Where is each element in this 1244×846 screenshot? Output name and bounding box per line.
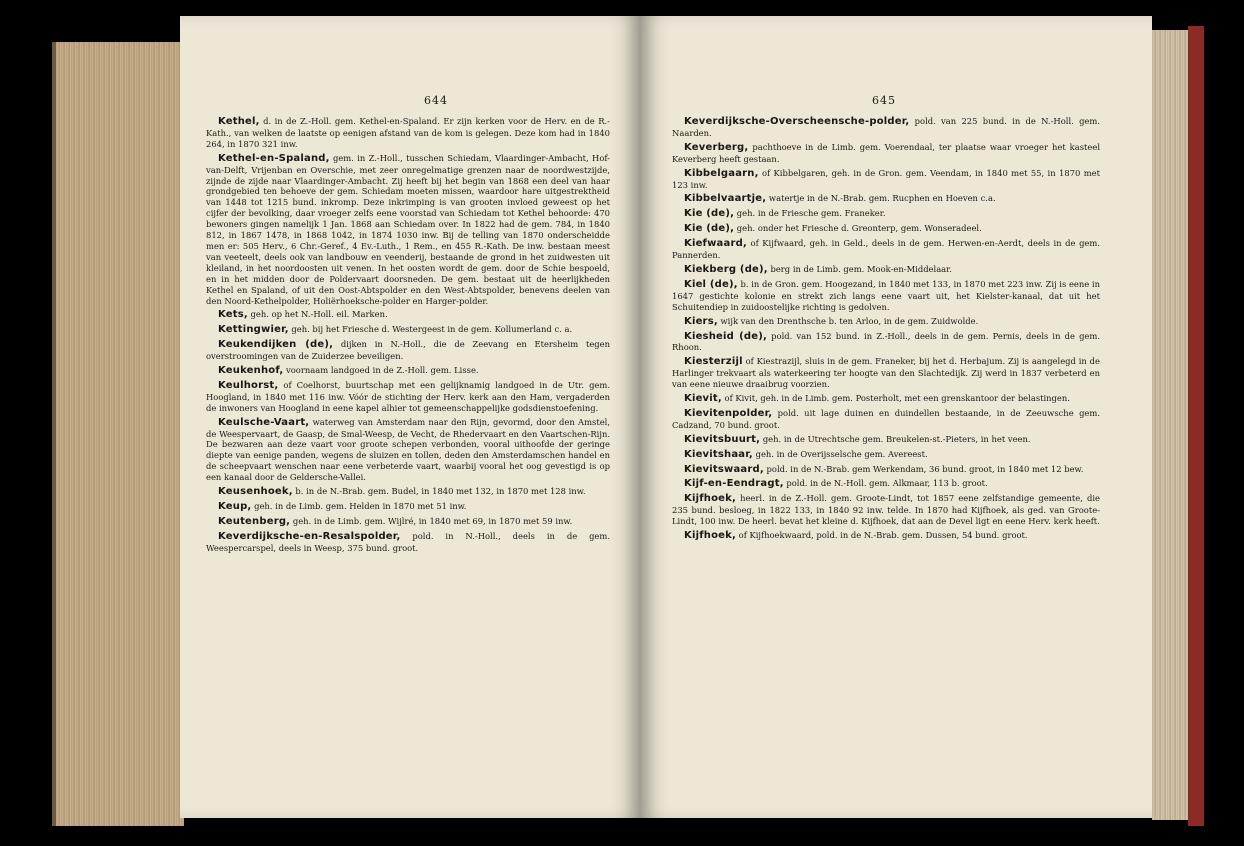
entry-text: pold. uit lage duinen en duindellen bestaande, in de Zeeuwsche gem. Cadzand, 70 bund. groot.: [672, 407, 1100, 430]
entry-headword: Kie (de),: [684, 208, 735, 220]
dictionary-entry: [672, 168, 1100, 191]
right-page: [640, 16, 1152, 818]
dictionary-entry: [672, 279, 1100, 313]
entry-headword: Kievitswaard,: [684, 463, 764, 475]
dictionary-entry: [206, 324, 610, 336]
dictionary-entry: [206, 486, 610, 498]
entry-text: geh. onder het Friesche d. Greonterp, gem. Wonseradeel.: [734, 223, 982, 234]
entry-text: d. in de Z.-Holl. gem. Kethel-en-Spaland. Er zijn kerken voor de Herv. en de R.-Kath., van welken de laatste op eenigen afstand van de kom is gelegen. Deze kom had in 1840 264, in 1870 321 inw.: [206, 116, 610, 149]
dictionary-entry: [672, 316, 1100, 328]
dictionary-entry: [672, 434, 1100, 446]
entry-headword: Kievitshaar,: [684, 448, 753, 460]
entry-text: geh. bij het Friesche d. Westergeest in de gem. Kollumerland c. a.: [288, 324, 573, 335]
dictionary-entry: [672, 449, 1100, 461]
entry-headword: Kethel-en-Spaland,: [218, 152, 330, 164]
dictionary-entry: [672, 116, 1100, 139]
entry-headword: Kie (de),: [684, 223, 735, 235]
dictionary-entry: [206, 380, 610, 414]
dictionary-entry: [672, 356, 1100, 390]
entry-text: dijken in N.-Holl., die de Zeevang en Etersheim tegen overstroomingen van de Zuiderzee beveiligen.: [206, 339, 610, 362]
dictionary-entry: [672, 408, 1100, 431]
dictionary-entry: [672, 493, 1100, 527]
dictionary-entry: [206, 516, 610, 528]
dictionary-entry: [672, 530, 1100, 542]
book-cover-edge: [1188, 26, 1204, 826]
dictionary-entry: [206, 365, 610, 377]
entry-text: pachthoeve in de Limb. gem. Voerendaal, ter plaatse waar vroeger het kasteel Keverberg heeft gestaan.: [672, 141, 1100, 164]
entry-text: waterweg van Amsterdam naar den Rijn, gevormd, door den Amstel, de Weespervaart, de Gaasp, de Smal-Weesp, de Vecht, de Rhedervaart en den Vaartschen-Rijn. De bezwaren aan deze vaart voor groote schepen verbonden, vooral uithoofde der geringe diepte van eenige panden, wegens de sluizen en tollen, deden den Amsterdamschen handel en de scheepvaart wenschen naar eene verbeterde vaart, waarbij vooral het oog gevestigd is op een kanaal door de Geldersche-Vallei.: [206, 416, 610, 483]
entry-headword: Keverdijksche-Overscheensche-polder,: [684, 116, 910, 127]
open-book: [52, 14, 1202, 826]
entry-headword: Kibbelgaarn,: [684, 167, 759, 179]
entry-headword: Kiesterzijl: [684, 356, 743, 368]
entry-text: heerl. in de Z.-Holl. gem. Groote-Lindt, tot 1857 eene zelfstandige gemeente, die 235 bund. besloeg, in 1822 133, in 1840 92 inw. telde. In 1870 had Kijfhoek, als ged. van Groote-Lindt, 100 inw. De heerl. bevat het kleine d. Kijfhoek, dat aan de Devel ligt en eene Herv. kerk heeft.: [672, 493, 1100, 527]
dictionary-entry: [672, 193, 1100, 205]
entry-text: wijk van den Drenthsche b. ten Arloo, in de gem. Zuidwolde.: [717, 315, 979, 326]
entry-headword: Keulhorst,: [218, 379, 279, 391]
left-page-edges: [52, 42, 184, 826]
entry-text: of Coelhorst, buurtschap met een gelijknamig landgoed in de Utr. gem. Hoogland, in 1840 met 116 inw. Vóór de stichting der Herv. kerk aan den Ham, vergaderden de inwoners van Hoogland in eene kapel alhier tot gemeenschappelijke godsdienstoefening.: [206, 379, 610, 413]
dictionary-entry: [672, 264, 1100, 276]
right-page-text: [672, 116, 1100, 545]
entry-headword: Keup,: [218, 501, 252, 512]
entry-text: b. in de N.-Brab. gem. Budel, in 1840 met 132, in 1870 met 128 inw.: [292, 486, 586, 497]
entry-headword: Kibbelvaartje,: [684, 193, 767, 205]
dictionary-entry: [672, 223, 1100, 235]
entry-headword: Keverdijksche-en-Resalspolder,: [218, 530, 401, 542]
entry-headword: Kijf-en-Eendragt,: [684, 478, 784, 490]
entry-text: b. in de Gron. gem. Hoogezand, in 1840 met 133, in 1870 met 223 inw. Zij is eene in 1647 gestichte kolonie en strekt zich langs eene vaart uit, het Kielster-kanaal, dat uit het Schuitendiep in zuidoostelijke richting is gedolven.: [672, 278, 1101, 312]
dictionary-entry: [672, 208, 1100, 220]
dictionary-entry: [672, 393, 1100, 405]
entry-text: geh. in de Overijsselsche gem. Avereest.: [752, 448, 928, 459]
dictionary-entry: [206, 116, 610, 150]
entry-text: gem. in Z.-Holl., tusschen Schiedam, Vlaardinger-Ambacht, Hof-van-Delft, Vrijenban en Overschie, met zeer onregelmatige grenzen naar de noordwestzijde, zijnde de zijde naar Vlaardinger-Ambacht. Zij heeft bij het begin van 1868 een deel van haar grondgebied ten behoeve der gem. Schiedam moeten missen, waardoor hare uitgestrektheid van 1448 tot 1215 bund. inkromp. Deze inkrimping is van grooten invloed geweest op het cijfer der bevolking, daar vroeger zelfs eene voorstad van Schiedam tot Kethel behoorde: 470 bewoners gingen namelijk 1 Jan. 1868 aan Schiedam over. In 1822 had de gem. 784, in 1840 812, in 1867 1478, in 1868 1042, in 1874 1030 inw. Bij de telling van 1870 onderscheidde men er: 505 Herv., 6 Chr.-Geref., 4 Ev.-Luth., 1 Rem., en 455 R.-Kath. De inw. bestaan meest van veeteelt, deels ook van landbouw en veenderij, bestaande de grond in het zuidwesten uit kleiland, in het noordoosten uit venen. In het oosten wordt de gem. door de Schie bespoeld, en in het midden door de Poldervaart doorsneden. De gem. bestaat uit de heerlijkheden Kethel en Spaland, of uit den Oost-Abtspolder en den West-Abtspolder, benevens deelen van den Noord-Kethelpolder, Holiërhoeksche-polder en Harger-polder.: [206, 152, 610, 306]
dictionary-entry: [672, 238, 1100, 261]
entry-text: of Kivit, geh. in de Limb. gem. Posterholt, met een grenskantoor der belastingen.: [721, 393, 1070, 404]
entry-text: geh. in de Utrechtsche gem. Breukelen-st.-Pieters, in het veen.: [760, 433, 1031, 444]
entry-headword: Kievitsbuurt,: [684, 433, 761, 445]
entry-text: of Kijfhoekwaard, pold. in de N.-Brab. gem. Dussen, 54 bund. groot.: [735, 530, 1028, 541]
dictionary-entry: [672, 331, 1100, 354]
entry-text: geh. in de Limb. gem. Helden in 1870 met 51 inw.: [251, 501, 467, 511]
entry-text: geh. in de Limb. gem. Wijlré, in 1840 met 69, in 1870 met 59 inw.: [290, 515, 573, 526]
entry-text: pold. in de N.-Brab. gem Werkendam, 36 bund. groot, in 1840 met 12 bew.: [763, 463, 1084, 474]
entry-text: pold. in N.-Holl., deels in de gem. Weespercarspel, deels in Weesp, 375 bund. groot.: [206, 530, 610, 553]
dictionary-entry: [672, 478, 1100, 490]
dictionary-entry: [206, 417, 610, 483]
entry-headword: Kijfhoek,: [684, 530, 736, 542]
entry-headword: Kiefwaard,: [684, 238, 747, 250]
entry-text: pold. in de N.-Holl. gem. Alkmaar, 113 b. groot.: [783, 478, 988, 489]
entry-headword: Kiers,: [684, 315, 718, 327]
dictionary-entry: [206, 501, 610, 513]
entry-headword: Kievit,: [684, 393, 722, 405]
entry-text: of Kiestrazijl, sluis in de gem. Franeker, bij het d. Herbajum. Zij is aangelegd in de Harlinger trekvaart als waterkeering ter hoogte van den Slachtedijk. Zij werd in 1837 verbeterd en van eene nieuwe draaibrug voorzien.: [672, 356, 1100, 390]
entry-headword: Keverberg,: [684, 141, 749, 153]
entry-headword: Kiesheid (de),: [684, 330, 768, 342]
dictionary-entry: [206, 153, 610, 307]
entry-headword: Keusenhoek,: [218, 486, 293, 498]
left-page: [180, 16, 640, 818]
left-page-number: 644: [424, 94, 448, 107]
entry-headword: Keulsche-Vaart,: [218, 416, 310, 428]
entry-text: geh. in de Friesche gem. Franeker.: [734, 208, 886, 219]
dictionary-entry: [672, 464, 1100, 476]
entry-headword: Kiel (de),: [684, 278, 738, 290]
entry-text: voornaam landgoed in de Z.-Holl. gem. Lisse.: [283, 365, 479, 376]
entry-text: of Kijfwaard, geh. in Geld., deels in de gem. Herwen-en-Aerdt, deels in de gem. Pannerden.: [672, 238, 1100, 261]
dictionary-entry: [206, 531, 610, 554]
entry-headword: Kets,: [218, 309, 248, 321]
dictionary-entry: [672, 142, 1100, 165]
entry-text: pold. van 225 bund. in de N.-Holl. gem. Naarden.: [672, 116, 1100, 138]
entry-headword: Kievitenpolder,: [684, 407, 773, 419]
dictionary-entry: [206, 309, 610, 321]
entry-headword: Kijfhoek,: [684, 493, 736, 505]
entry-headword: Kiekberg (de),: [684, 263, 768, 275]
entry-text: geh. op het N.-Holl. eil. Marken.: [247, 309, 388, 320]
entry-text: watertje in de N.-Brab. gem. Rucphen en Hoeven c.a.: [766, 193, 996, 204]
entry-headword: Kettingwier,: [218, 324, 289, 336]
entry-headword: Keukenhof,: [218, 365, 284, 377]
entry-text: pold. van 152 bund. in Z.-Holl., deels in de gem. Pernis, deels in de gem. Rhoon.: [672, 330, 1100, 353]
entry-headword: Keukendijken (de),: [218, 339, 334, 351]
entry-headword: Kethel,: [218, 116, 260, 127]
entry-headword: Keutenberg,: [218, 515, 291, 527]
right-page-number: 645: [872, 94, 896, 107]
entry-text: berg in de Limb. gem. Mook-en-Middelaar.: [767, 263, 952, 274]
entry-text: of Kibbelgaren, geh. in de Gron. gem. Veendam, in 1840 met 55, in 1870 met 123 inw.: [672, 167, 1100, 190]
dictionary-entry: [206, 339, 610, 362]
left-page-text: [206, 116, 610, 557]
